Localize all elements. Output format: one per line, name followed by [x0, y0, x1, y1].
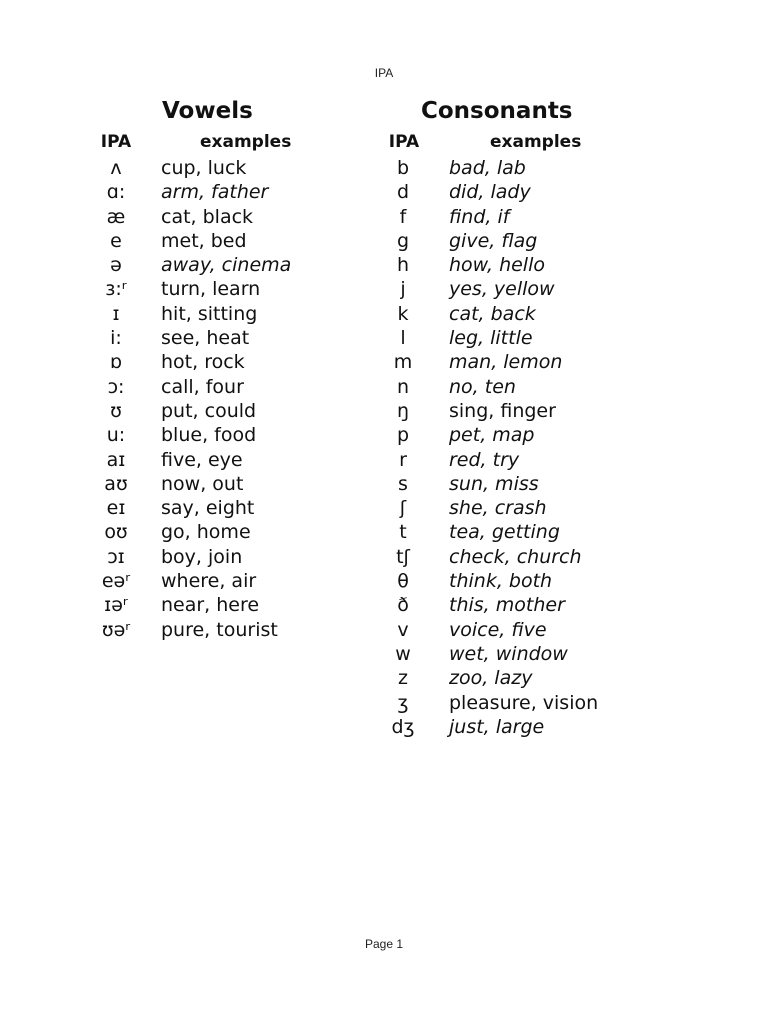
example-words: this, mother — [449, 594, 565, 617]
ipa-symbol: ɒ — [109, 351, 123, 374]
ipa-symbol: h — [396, 254, 410, 277]
example-words: just, large — [449, 715, 545, 738]
example-words: call, four — [161, 375, 244, 398]
example-words: find, if — [449, 205, 510, 228]
consonants-section — [380, 94, 710, 739]
consonants-row — [380, 715, 710, 739]
ipa-symbol: s — [398, 472, 408, 495]
example-words: hit, sitting — [161, 302, 258, 325]
vowels-row — [92, 545, 352, 569]
ipa-symbol: m — [393, 351, 413, 374]
ipa-symbol: z — [398, 667, 408, 690]
vowels-row — [92, 326, 352, 350]
consonants-row — [380, 691, 710, 715]
example-words: hot, rock — [161, 351, 245, 374]
example-words: arm, father — [161, 181, 269, 204]
page-footer: Page 1 — [364, 937, 404, 951]
page-header: IPA — [374, 66, 394, 80]
vowels-row — [92, 350, 352, 374]
ipa-symbol: ɪəʳ — [104, 594, 128, 617]
consonants-column-header — [380, 128, 710, 156]
example-words: yes, yellow — [449, 278, 555, 301]
consonants-row — [380, 205, 710, 229]
example-words: five, eye — [161, 448, 243, 471]
example-words: did, lady — [449, 181, 531, 204]
example-words: pure, tourist — [161, 618, 278, 641]
ipa-symbol: aɪ — [106, 448, 126, 471]
ipa-symbol: j — [400, 278, 406, 301]
consonants-row — [380, 569, 710, 593]
ipa-symbol: ʊəʳ — [101, 618, 131, 641]
example-words: zoo, lazy — [449, 667, 533, 690]
example-words: met, bed — [161, 229, 247, 252]
consonants-row — [380, 642, 710, 666]
ipa-symbol: ɔɪ — [107, 545, 125, 568]
consonants-row — [380, 229, 710, 253]
vowels-row — [92, 520, 352, 544]
example-words: cat, back — [449, 302, 536, 325]
example-words: cup, luck — [161, 157, 247, 179]
ipa-symbol: ɑ: — [106, 181, 126, 204]
consonants-row — [380, 545, 710, 569]
vowels-row — [92, 277, 352, 301]
example-words: see, heat — [161, 327, 250, 350]
ipa-symbol: l — [400, 327, 406, 350]
consonants-row — [380, 593, 710, 617]
consonants-row — [380, 618, 710, 642]
ipa-symbol: θ — [397, 570, 409, 593]
consonants-row — [380, 423, 710, 447]
ipa-symbol: b — [396, 157, 410, 179]
vowels-column-header — [92, 128, 352, 156]
vowels-row — [92, 399, 352, 423]
vowels-row — [92, 593, 352, 617]
ipa-symbol: k — [397, 302, 409, 325]
example-words: turn, learn — [161, 278, 261, 301]
ipa-symbol: w — [395, 642, 411, 665]
vowels-row — [92, 448, 352, 472]
vowels-row — [92, 569, 352, 593]
example-words: no, ten — [449, 375, 516, 398]
ipa-symbol: ʃ — [399, 497, 407, 520]
example-words: cat, black — [161, 205, 254, 228]
consonants-list — [380, 156, 710, 739]
example-words: sun, miss — [449, 472, 539, 495]
example-words: red, try — [449, 448, 520, 471]
example-words: give, flag — [449, 229, 538, 252]
example-words: where, air — [161, 570, 257, 593]
example-words: near, here — [161, 594, 260, 617]
vowels-row — [92, 423, 352, 447]
ipa-symbol: eəʳ — [101, 570, 131, 593]
ipa-symbol: dʒ — [391, 715, 415, 738]
example-words: how, hello — [449, 254, 545, 277]
ipa-symbol: g — [396, 229, 410, 252]
example-words: sing, finger — [449, 399, 556, 422]
consonants-row — [380, 666, 710, 690]
consonants-row — [380, 496, 710, 520]
example-words: put, could — [161, 399, 257, 422]
ipa-symbol: d — [396, 181, 410, 204]
ipa-symbol: f — [399, 205, 407, 228]
vowels-list — [92, 156, 352, 642]
consonants-row — [380, 326, 710, 350]
example-words: wet, window — [449, 642, 568, 665]
vowels-row — [92, 205, 352, 229]
example-words: say, eight — [161, 497, 255, 520]
consonants-row — [380, 156, 710, 180]
vowels-row — [92, 375, 352, 399]
ipa-symbol: n — [396, 375, 410, 398]
consonants-row — [380, 472, 710, 496]
example-words: check, church — [449, 545, 582, 568]
example-words: now, out — [161, 472, 244, 495]
ipa-symbol: ŋ — [396, 399, 410, 422]
example-words: go, home — [161, 521, 251, 544]
vowels-row — [92, 229, 352, 253]
ipa-symbol: tʃ — [396, 545, 410, 568]
ipa-symbol: i: — [110, 327, 122, 350]
ipa-symbol: ə — [110, 254, 122, 277]
ipa-symbol: ɜ:ʳ — [105, 278, 127, 301]
ipa-symbol: r — [399, 448, 407, 471]
ipa-symbol: æ — [106, 205, 126, 228]
vowels-examples-header: examples — [200, 132, 292, 152]
ipa-symbol: v — [397, 618, 409, 641]
ipa-symbol: aʊ — [104, 472, 128, 495]
example-words: tea, getting — [449, 521, 560, 544]
example-words: blue, food — [161, 424, 257, 447]
consonants-row — [380, 520, 710, 544]
vowels-row — [92, 496, 352, 520]
example-words: voice, five — [449, 618, 547, 641]
example-words: she, crash — [449, 497, 547, 520]
ipa-symbol: ʒ — [397, 691, 409, 714]
vowels-row — [92, 156, 352, 180]
example-words: leg, little — [449, 327, 533, 350]
ipa-symbol: eɪ — [106, 497, 126, 520]
example-words: think, both — [449, 570, 553, 593]
ipa-symbol: ɔ: — [107, 375, 125, 398]
example-words: boy, join — [161, 545, 243, 568]
example-words: away, cinema — [161, 254, 292, 277]
vowels-ipa-header: IPA — [100, 132, 132, 152]
consonants-row — [380, 277, 710, 301]
example-words: pleasure, vision — [449, 691, 599, 714]
example-words: bad, lab — [449, 157, 526, 179]
ipa-symbol: ʌ — [110, 157, 122, 179]
consonants-row — [380, 448, 710, 472]
consonants-ipa-header: IPA — [388, 132, 420, 152]
consonants-row — [380, 350, 710, 374]
ipa-symbol: e — [110, 229, 122, 252]
consonants-title: Consonants — [421, 98, 573, 124]
vowels-row — [92, 618, 352, 642]
ipa-symbol: oʊ — [104, 521, 128, 544]
vowels-row — [92, 302, 352, 326]
vowels-section — [92, 94, 352, 642]
ipa-symbol: ð — [397, 594, 409, 617]
ipa-symbol: ʊ — [110, 399, 122, 422]
consonants-row — [380, 375, 710, 399]
vowels-row — [92, 180, 352, 204]
example-words: man, lemon — [449, 351, 563, 374]
ipa-symbol: u: — [106, 424, 126, 447]
consonants-examples-header: examples — [490, 132, 582, 152]
example-words: pet, map — [449, 424, 535, 447]
vowels-row — [92, 472, 352, 496]
vowels-row — [92, 253, 352, 277]
consonants-row — [380, 253, 710, 277]
ipa-symbol: p — [396, 424, 410, 447]
consonants-row — [380, 302, 710, 326]
consonants-row — [380, 180, 710, 204]
consonants-row — [380, 399, 710, 423]
ipa-symbol: ɪ — [112, 302, 120, 325]
ipa-symbol: t — [399, 521, 407, 544]
vowels-title: Vowels — [162, 98, 253, 124]
